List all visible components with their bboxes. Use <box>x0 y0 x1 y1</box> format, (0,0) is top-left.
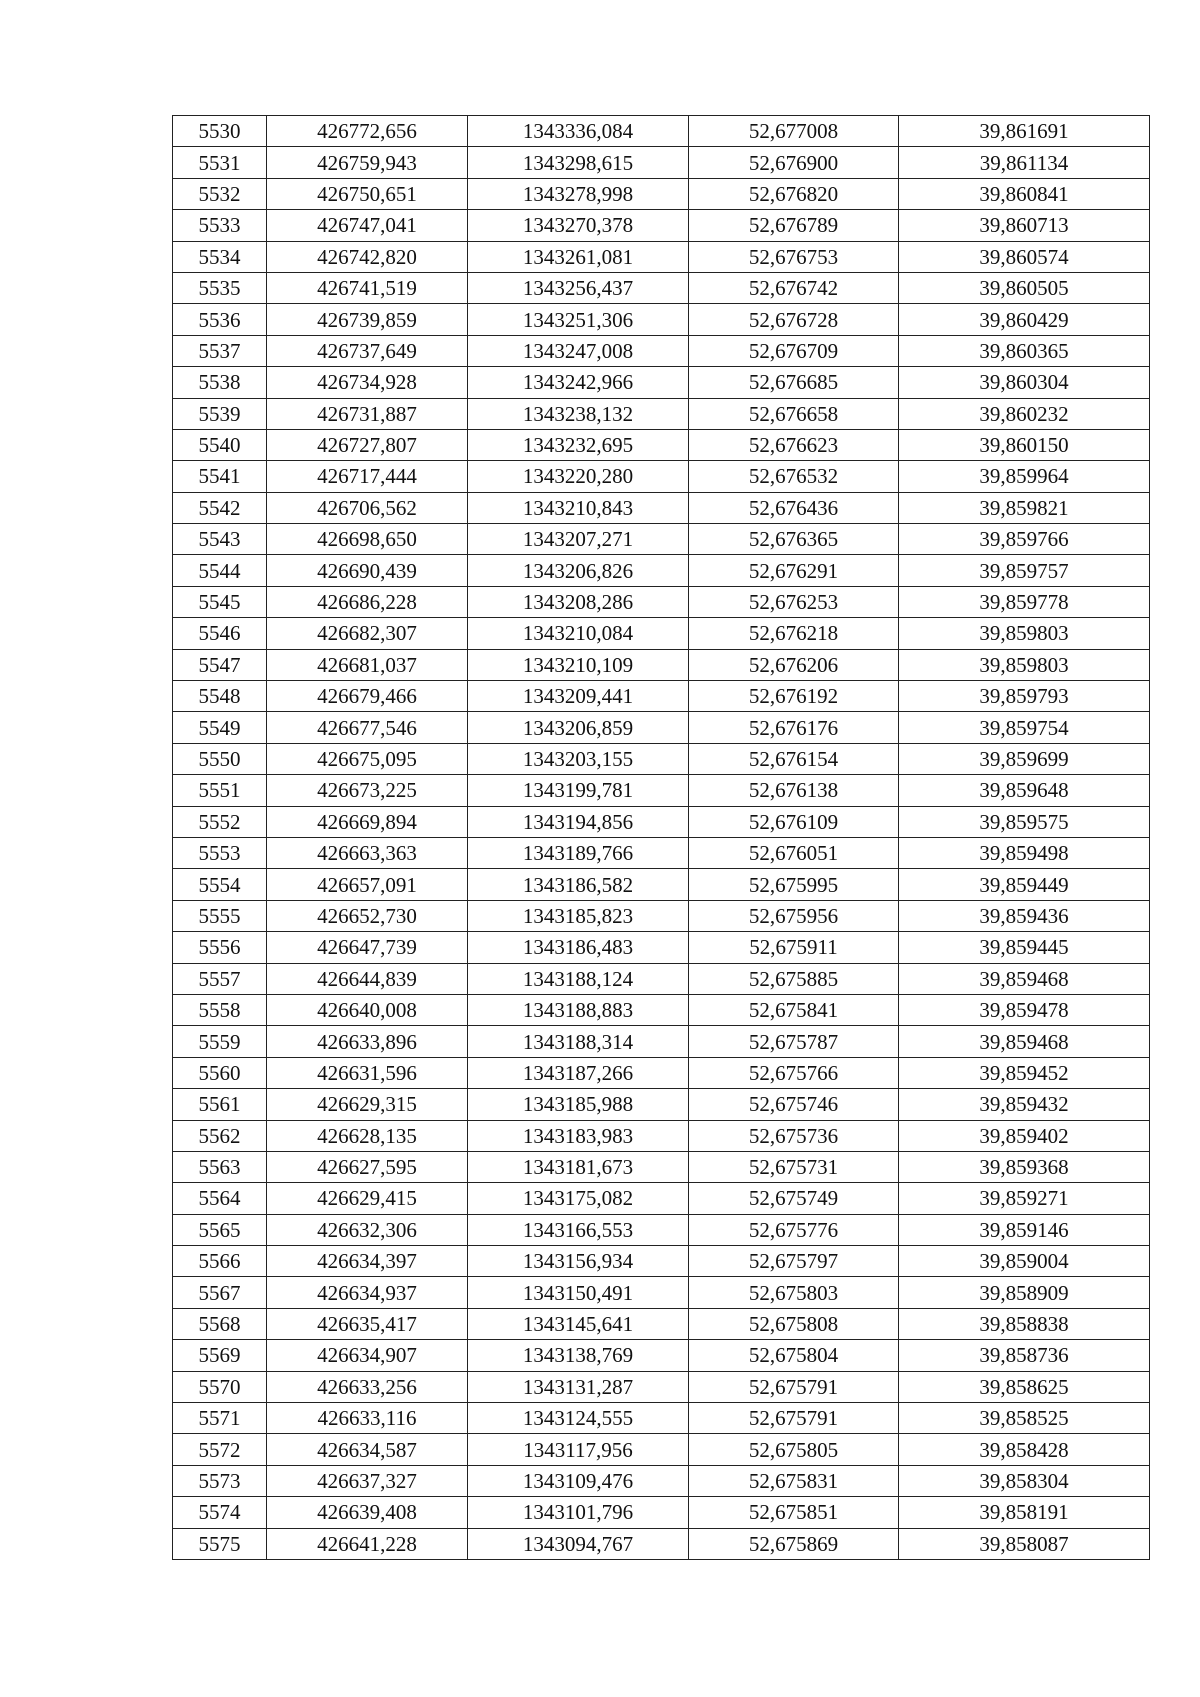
longitude-cell: 39,860304 <box>899 367 1150 398</box>
longitude-cell: 39,860713 <box>899 210 1150 241</box>
y-coordinate-cell: 1343156,934 <box>468 1246 689 1277</box>
y-coordinate-cell: 1343207,271 <box>468 524 689 555</box>
latitude-cell: 52,676789 <box>689 210 899 241</box>
x-coordinate-cell: 426717,444 <box>267 461 468 492</box>
point-number-cell: 5570 <box>173 1371 267 1402</box>
x-coordinate-cell: 426673,225 <box>267 775 468 806</box>
point-number-cell: 5535 <box>173 272 267 303</box>
y-coordinate-cell: 1343238,132 <box>468 398 689 429</box>
y-coordinate-cell: 1343206,826 <box>468 555 689 586</box>
latitude-cell: 52,676685 <box>689 367 899 398</box>
point-number-cell: 5563 <box>173 1151 267 1182</box>
table-row <box>173 1057 1150 1088</box>
point-number-cell: 5572 <box>173 1434 267 1465</box>
point-number-cell: 5559 <box>173 1026 267 1057</box>
x-coordinate-cell: 426633,896 <box>267 1026 468 1057</box>
latitude-cell: 52,675869 <box>689 1528 899 1559</box>
point-number-cell: 5547 <box>173 649 267 680</box>
longitude-cell: 39,859402 <box>899 1120 1150 1151</box>
latitude-cell: 52,675791 <box>689 1371 899 1402</box>
x-coordinate-cell: 426675,095 <box>267 743 468 774</box>
longitude-cell: 39,858525 <box>899 1403 1150 1434</box>
point-number-cell: 5575 <box>173 1528 267 1559</box>
point-number-cell: 5558 <box>173 994 267 1025</box>
longitude-cell: 39,859821 <box>899 492 1150 523</box>
point-number-cell: 5561 <box>173 1089 267 1120</box>
table-row <box>173 524 1150 555</box>
x-coordinate-cell: 426663,363 <box>267 837 468 868</box>
latitude-cell: 52,676365 <box>689 524 899 555</box>
x-coordinate-cell: 426737,649 <box>267 335 468 366</box>
y-coordinate-cell: 1343186,582 <box>468 869 689 900</box>
y-coordinate-cell: 1343185,988 <box>468 1089 689 1120</box>
x-coordinate-cell: 426652,730 <box>267 900 468 931</box>
table-row <box>173 492 1150 523</box>
point-number-cell: 5560 <box>173 1057 267 1088</box>
point-number-cell: 5539 <box>173 398 267 429</box>
x-coordinate-cell: 426637,327 <box>267 1465 468 1496</box>
table-row <box>173 681 1150 712</box>
latitude-cell: 52,675851 <box>689 1497 899 1528</box>
longitude-cell: 39,859498 <box>899 837 1150 868</box>
table-row <box>173 900 1150 931</box>
y-coordinate-cell: 1343210,843 <box>468 492 689 523</box>
point-number-cell: 5573 <box>173 1465 267 1496</box>
y-coordinate-cell: 1343210,109 <box>468 649 689 680</box>
latitude-cell: 52,675791 <box>689 1403 899 1434</box>
y-coordinate-cell: 1343247,008 <box>468 335 689 366</box>
y-coordinate-cell: 1343188,314 <box>468 1026 689 1057</box>
table-row <box>173 932 1150 963</box>
latitude-cell: 52,676253 <box>689 586 899 617</box>
longitude-cell: 39,860429 <box>899 304 1150 335</box>
table-row <box>173 775 1150 806</box>
longitude-cell: 39,860505 <box>899 272 1150 303</box>
y-coordinate-cell: 1343150,491 <box>468 1277 689 1308</box>
table-row <box>173 1403 1150 1434</box>
table-row <box>173 869 1150 900</box>
longitude-cell: 39,858087 <box>899 1528 1150 1559</box>
longitude-cell: 39,858428 <box>899 1434 1150 1465</box>
table-row <box>173 272 1150 303</box>
table-row <box>173 116 1150 147</box>
x-coordinate-cell: 426706,562 <box>267 492 468 523</box>
y-coordinate-cell: 1343094,767 <box>468 1528 689 1559</box>
y-coordinate-cell: 1343220,280 <box>468 461 689 492</box>
x-coordinate-cell: 426641,228 <box>267 1528 468 1559</box>
latitude-cell: 52,676709 <box>689 335 899 366</box>
latitude-cell: 52,676900 <box>689 147 899 178</box>
point-number-cell: 5533 <box>173 210 267 241</box>
table-row <box>173 1371 1150 1402</box>
point-number-cell: 5541 <box>173 461 267 492</box>
y-coordinate-cell: 1343278,998 <box>468 178 689 209</box>
x-coordinate-cell: 426633,116 <box>267 1403 468 1434</box>
x-coordinate-cell: 426731,887 <box>267 398 468 429</box>
x-coordinate-cell: 426734,928 <box>267 367 468 398</box>
latitude-cell: 52,676820 <box>689 178 899 209</box>
point-number-cell: 5538 <box>173 367 267 398</box>
point-number-cell: 5566 <box>173 1246 267 1277</box>
y-coordinate-cell: 1343131,287 <box>468 1371 689 1402</box>
latitude-cell: 52,676206 <box>689 649 899 680</box>
point-number-cell: 5569 <box>173 1340 267 1371</box>
longitude-cell: 39,859803 <box>899 618 1150 649</box>
point-number-cell: 5568 <box>173 1308 267 1339</box>
y-coordinate-cell: 1343188,124 <box>468 963 689 994</box>
point-number-cell: 5550 <box>173 743 267 774</box>
latitude-cell: 52,675776 <box>689 1214 899 1245</box>
x-coordinate-cell: 426657,091 <box>267 869 468 900</box>
table-row <box>173 304 1150 335</box>
y-coordinate-cell: 1343145,641 <box>468 1308 689 1339</box>
point-number-cell: 5556 <box>173 932 267 963</box>
latitude-cell: 52,676138 <box>689 775 899 806</box>
table-row <box>173 963 1150 994</box>
latitude-cell: 52,676658 <box>689 398 899 429</box>
y-coordinate-cell: 1343210,084 <box>468 618 689 649</box>
latitude-cell: 52,675885 <box>689 963 899 994</box>
latitude-cell: 52,675831 <box>689 1465 899 1496</box>
table-row <box>173 1340 1150 1371</box>
point-number-cell: 5542 <box>173 492 267 523</box>
point-number-cell: 5564 <box>173 1183 267 1214</box>
longitude-cell: 39,859432 <box>899 1089 1150 1120</box>
x-coordinate-cell: 426677,546 <box>267 712 468 743</box>
latitude-cell: 52,676051 <box>689 837 899 868</box>
x-coordinate-cell: 426698,650 <box>267 524 468 555</box>
x-coordinate-cell: 426690,439 <box>267 555 468 586</box>
longitude-cell: 39,858304 <box>899 1465 1150 1496</box>
y-coordinate-cell: 1343270,378 <box>468 210 689 241</box>
table-row <box>173 994 1150 1025</box>
latitude-cell: 52,675804 <box>689 1340 899 1371</box>
table-row <box>173 241 1150 272</box>
y-coordinate-cell: 1343251,306 <box>468 304 689 335</box>
y-coordinate-cell: 1343199,781 <box>468 775 689 806</box>
longitude-cell: 39,858909 <box>899 1277 1150 1308</box>
y-coordinate-cell: 1343109,476 <box>468 1465 689 1496</box>
x-coordinate-cell: 426747,041 <box>267 210 468 241</box>
table-row <box>173 1497 1150 1528</box>
table-row <box>173 398 1150 429</box>
table-row <box>173 178 1150 209</box>
y-coordinate-cell: 1343242,966 <box>468 367 689 398</box>
y-coordinate-cell: 1343181,673 <box>468 1151 689 1182</box>
table-row <box>173 335 1150 366</box>
longitude-cell: 39,859146 <box>899 1214 1150 1245</box>
y-coordinate-cell: 1343183,983 <box>468 1120 689 1151</box>
table-row <box>173 712 1150 743</box>
x-coordinate-cell: 426686,228 <box>267 586 468 617</box>
longitude-cell: 39,859757 <box>899 555 1150 586</box>
table-row <box>173 147 1150 178</box>
longitude-cell: 39,858838 <box>899 1308 1150 1339</box>
longitude-cell: 39,859449 <box>899 869 1150 900</box>
x-coordinate-cell: 426628,135 <box>267 1120 468 1151</box>
y-coordinate-cell: 1343185,823 <box>468 900 689 931</box>
table-row <box>173 1214 1150 1245</box>
longitude-cell: 39,859766 <box>899 524 1150 555</box>
point-number-cell: 5545 <box>173 586 267 617</box>
x-coordinate-cell: 426640,008 <box>267 994 468 1025</box>
y-coordinate-cell: 1343117,956 <box>468 1434 689 1465</box>
x-coordinate-cell: 426634,937 <box>267 1277 468 1308</box>
latitude-cell: 52,677008 <box>689 116 899 147</box>
y-coordinate-cell: 1343101,796 <box>468 1497 689 1528</box>
y-coordinate-cell: 1343189,766 <box>468 837 689 868</box>
x-coordinate-cell: 426629,415 <box>267 1183 468 1214</box>
x-coordinate-cell: 426631,596 <box>267 1057 468 1088</box>
x-coordinate-cell: 426634,907 <box>267 1340 468 1371</box>
longitude-cell: 39,860365 <box>899 335 1150 366</box>
latitude-cell: 52,675805 <box>689 1434 899 1465</box>
longitude-cell: 39,858625 <box>899 1371 1150 1402</box>
longitude-cell: 39,860841 <box>899 178 1150 209</box>
x-coordinate-cell: 426635,417 <box>267 1308 468 1339</box>
longitude-cell: 39,859699 <box>899 743 1150 774</box>
point-number-cell: 5548 <box>173 681 267 712</box>
table-row <box>173 555 1150 586</box>
point-number-cell: 5554 <box>173 869 267 900</box>
longitude-cell: 39,859478 <box>899 994 1150 1025</box>
y-coordinate-cell: 1343261,081 <box>468 241 689 272</box>
longitude-cell: 39,858736 <box>899 1340 1150 1371</box>
table-row <box>173 1151 1150 1182</box>
point-number-cell: 5565 <box>173 1214 267 1245</box>
table-row <box>173 806 1150 837</box>
longitude-cell: 39,859436 <box>899 900 1150 931</box>
point-number-cell: 5546 <box>173 618 267 649</box>
point-number-cell: 5531 <box>173 147 267 178</box>
longitude-cell: 39,859793 <box>899 681 1150 712</box>
latitude-cell: 52,676753 <box>689 241 899 272</box>
y-coordinate-cell: 1343203,155 <box>468 743 689 774</box>
latitude-cell: 52,676154 <box>689 743 899 774</box>
x-coordinate-cell: 426633,256 <box>267 1371 468 1402</box>
longitude-cell: 39,859468 <box>899 1026 1150 1057</box>
point-number-cell: 5571 <box>173 1403 267 1434</box>
latitude-cell: 52,675731 <box>689 1151 899 1182</box>
longitude-cell: 39,859778 <box>899 586 1150 617</box>
latitude-cell: 52,676109 <box>689 806 899 837</box>
point-number-cell: 5557 <box>173 963 267 994</box>
y-coordinate-cell: 1343186,483 <box>468 932 689 963</box>
x-coordinate-cell: 426679,466 <box>267 681 468 712</box>
table-row <box>173 1434 1150 1465</box>
longitude-cell: 39,860150 <box>899 429 1150 460</box>
longitude-cell: 39,859452 <box>899 1057 1150 1088</box>
point-number-cell: 5543 <box>173 524 267 555</box>
longitude-cell: 39,859271 <box>899 1183 1150 1214</box>
longitude-cell: 39,861134 <box>899 147 1150 178</box>
longitude-cell: 39,860574 <box>899 241 1150 272</box>
point-number-cell: 5549 <box>173 712 267 743</box>
table-row <box>173 461 1150 492</box>
table-row <box>173 429 1150 460</box>
longitude-cell: 39,861691 <box>899 116 1150 147</box>
coordinates-table-body <box>173 116 1150 1560</box>
table-row <box>173 1089 1150 1120</box>
y-coordinate-cell: 1343175,082 <box>468 1183 689 1214</box>
longitude-cell: 39,859803 <box>899 649 1150 680</box>
point-number-cell: 5552 <box>173 806 267 837</box>
y-coordinate-cell: 1343209,441 <box>468 681 689 712</box>
latitude-cell: 52,675911 <box>689 932 899 963</box>
latitude-cell: 52,676728 <box>689 304 899 335</box>
latitude-cell: 52,675787 <box>689 1026 899 1057</box>
x-coordinate-cell: 426681,037 <box>267 649 468 680</box>
table-row <box>173 1308 1150 1339</box>
table-row <box>173 367 1150 398</box>
latitude-cell: 52,675995 <box>689 869 899 900</box>
point-number-cell: 5551 <box>173 775 267 806</box>
longitude-cell: 39,859004 <box>899 1246 1150 1277</box>
latitude-cell: 52,676291 <box>689 555 899 586</box>
latitude-cell: 52,675766 <box>689 1057 899 1088</box>
latitude-cell: 52,676436 <box>689 492 899 523</box>
table-row <box>173 1465 1150 1496</box>
y-coordinate-cell: 1343206,859 <box>468 712 689 743</box>
x-coordinate-cell: 426682,307 <box>267 618 468 649</box>
y-coordinate-cell: 1343256,437 <box>468 272 689 303</box>
y-coordinate-cell: 1343298,615 <box>468 147 689 178</box>
x-coordinate-cell: 426639,408 <box>267 1497 468 1528</box>
x-coordinate-cell: 426634,587 <box>267 1434 468 1465</box>
longitude-cell: 39,860232 <box>899 398 1150 429</box>
x-coordinate-cell: 426727,807 <box>267 429 468 460</box>
latitude-cell: 52,675797 <box>689 1246 899 1277</box>
x-coordinate-cell: 426750,651 <box>267 178 468 209</box>
point-number-cell: 5532 <box>173 178 267 209</box>
x-coordinate-cell: 426742,820 <box>267 241 468 272</box>
y-coordinate-cell: 1343124,555 <box>468 1403 689 1434</box>
point-number-cell: 5555 <box>173 900 267 931</box>
table-row <box>173 618 1150 649</box>
longitude-cell: 39,859964 <box>899 461 1150 492</box>
latitude-cell: 52,676176 <box>689 712 899 743</box>
x-coordinate-cell: 426627,595 <box>267 1151 468 1182</box>
x-coordinate-cell: 426644,839 <box>267 963 468 994</box>
point-number-cell: 5530 <box>173 116 267 147</box>
table-row <box>173 1026 1150 1057</box>
x-coordinate-cell: 426669,894 <box>267 806 468 837</box>
table-row <box>173 210 1150 241</box>
table-row <box>173 1528 1150 1559</box>
x-coordinate-cell: 426739,859 <box>267 304 468 335</box>
longitude-cell: 39,859445 <box>899 932 1150 963</box>
y-coordinate-cell: 1343187,266 <box>468 1057 689 1088</box>
x-coordinate-cell: 426741,519 <box>267 272 468 303</box>
table-row <box>173 586 1150 617</box>
latitude-cell: 52,675746 <box>689 1089 899 1120</box>
point-number-cell: 5540 <box>173 429 267 460</box>
latitude-cell: 52,675803 <box>689 1277 899 1308</box>
point-number-cell: 5574 <box>173 1497 267 1528</box>
x-coordinate-cell: 426634,397 <box>267 1246 468 1277</box>
longitude-cell: 39,859575 <box>899 806 1150 837</box>
x-coordinate-cell: 426629,315 <box>267 1089 468 1120</box>
y-coordinate-cell: 1343208,286 <box>468 586 689 617</box>
longitude-cell: 39,859468 <box>899 963 1150 994</box>
latitude-cell: 52,676623 <box>689 429 899 460</box>
y-coordinate-cell: 1343188,883 <box>468 994 689 1025</box>
latitude-cell: 52,675956 <box>689 900 899 931</box>
latitude-cell: 52,676532 <box>689 461 899 492</box>
y-coordinate-cell: 1343336,084 <box>468 116 689 147</box>
latitude-cell: 52,675736 <box>689 1120 899 1151</box>
x-coordinate-cell: 426647,739 <box>267 932 468 963</box>
longitude-cell: 39,859368 <box>899 1151 1150 1182</box>
point-number-cell: 5553 <box>173 837 267 868</box>
point-number-cell: 5567 <box>173 1277 267 1308</box>
table-row <box>173 649 1150 680</box>
latitude-cell: 52,676192 <box>689 681 899 712</box>
x-coordinate-cell: 426759,943 <box>267 147 468 178</box>
y-coordinate-cell: 1343232,695 <box>468 429 689 460</box>
latitude-cell: 52,675841 <box>689 994 899 1025</box>
latitude-cell: 52,675749 <box>689 1183 899 1214</box>
longitude-cell: 39,859648 <box>899 775 1150 806</box>
table-row <box>173 1120 1150 1151</box>
latitude-cell: 52,676742 <box>689 272 899 303</box>
x-coordinate-cell: 426632,306 <box>267 1214 468 1245</box>
point-number-cell: 5536 <box>173 304 267 335</box>
y-coordinate-cell: 1343166,553 <box>468 1214 689 1245</box>
table-row <box>173 837 1150 868</box>
longitude-cell: 39,859754 <box>899 712 1150 743</box>
table-row <box>173 1277 1150 1308</box>
point-number-cell: 5544 <box>173 555 267 586</box>
point-number-cell: 5562 <box>173 1120 267 1151</box>
table-row <box>173 1183 1150 1214</box>
table-row <box>173 743 1150 774</box>
y-coordinate-cell: 1343194,856 <box>468 806 689 837</box>
latitude-cell: 52,675808 <box>689 1308 899 1339</box>
y-coordinate-cell: 1343138,769 <box>468 1340 689 1371</box>
point-number-cell: 5534 <box>173 241 267 272</box>
x-coordinate-cell: 426772,656 <box>267 116 468 147</box>
longitude-cell: 39,858191 <box>899 1497 1150 1528</box>
coordinates-table <box>172 115 1150 1560</box>
latitude-cell: 52,676218 <box>689 618 899 649</box>
table-row <box>173 1246 1150 1277</box>
point-number-cell: 5537 <box>173 335 267 366</box>
